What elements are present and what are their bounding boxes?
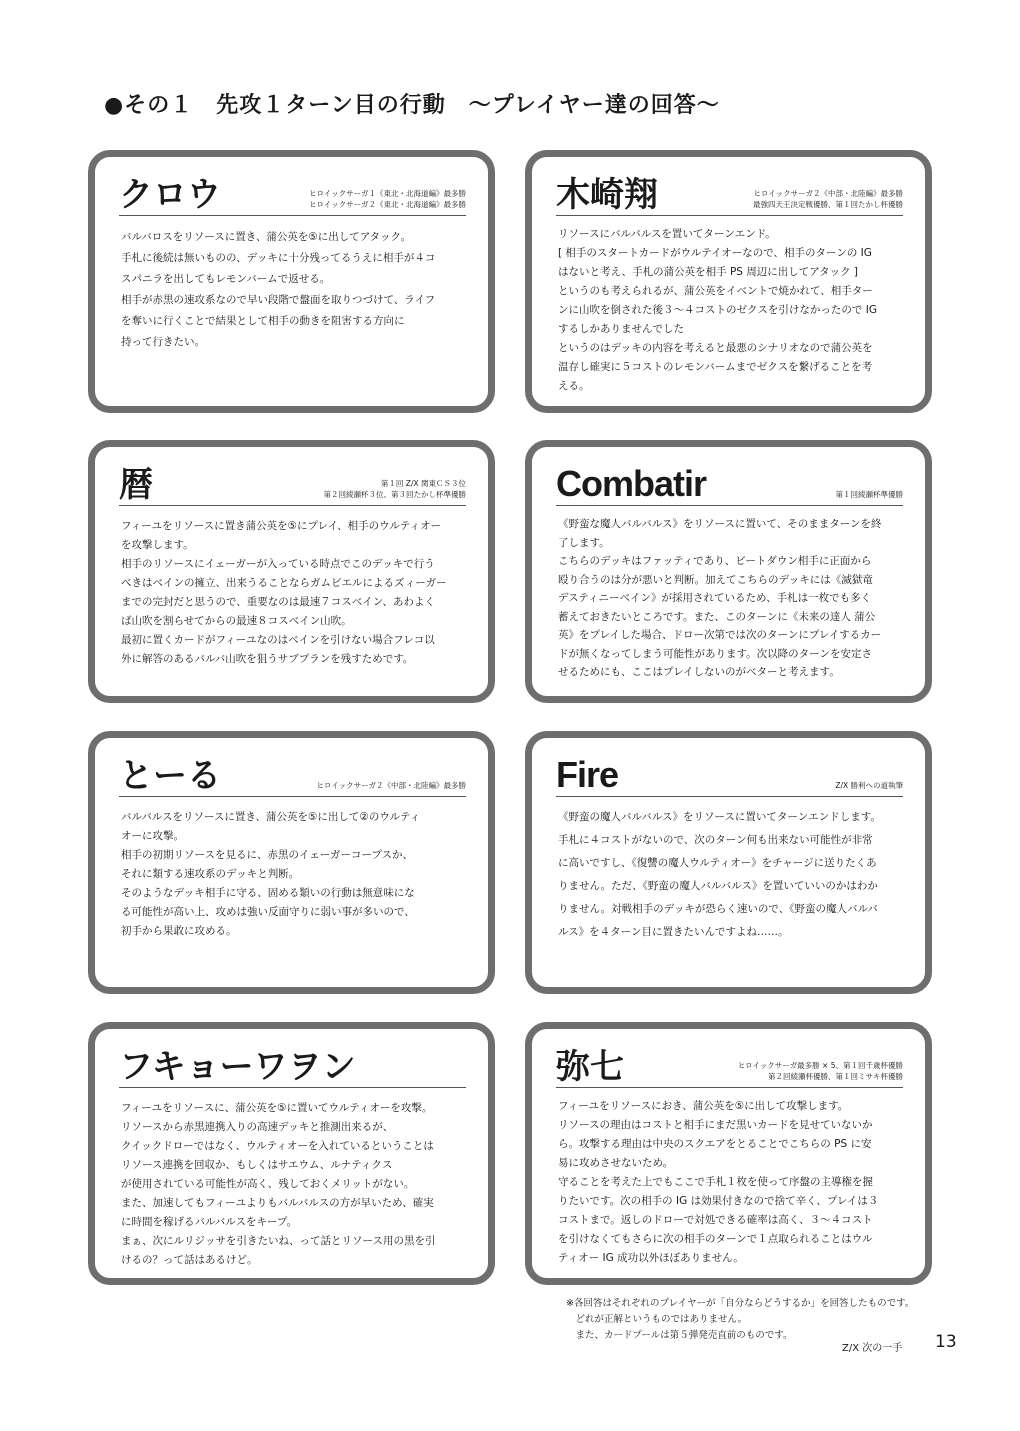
player-card xyxy=(525,731,932,994)
achievement-line: 第２回綾瀬杯優勝、第１回ミサキ杯優勝 xyxy=(768,1072,903,1081)
answer-line: 蓄えておきたいところです。また、このターンに《未来の達人 蒲公 xyxy=(558,610,876,623)
player-name: Combatir xyxy=(556,463,707,504)
answer-line: というのも考えられるが、蒲公英をイベントで焼かれて、相手ター xyxy=(558,285,873,297)
card-header xyxy=(556,1039,903,1088)
answer-line: バルバロスをリソースに置き、蒲公英を⑤に出してアタック。 xyxy=(121,231,412,243)
answer-line: が使用されている可能性が高く、残しておくメリットがない。 xyxy=(121,1178,415,1190)
achievements xyxy=(317,780,466,791)
answer-line: ら。攻撃する理由は中央のスクエアをとることでこちらの PS に安 xyxy=(558,1138,872,1150)
card-header xyxy=(119,457,466,506)
answer-line: スパニラを出してもレモンバームで返せる。 xyxy=(121,273,331,285)
answer-line: に時間を稼げるバルバルスをキープ。 xyxy=(121,1216,298,1228)
achievement-line: 第２回綾瀬杯３位、第３回たかし杯準優勝 xyxy=(323,490,466,499)
answer-line: クイックドローではなく、ウルティオーを入れているということは xyxy=(121,1140,434,1152)
answer-line: せるためにも、ここはプレイしないのがベターと考えます。 xyxy=(558,666,840,678)
player-name: Fire xyxy=(556,754,619,795)
achievement-line: 第１回綾瀬杯準優勝 xyxy=(835,490,903,499)
footnote-line: また、カードプールは第５弾発売直前のものです。 xyxy=(566,1330,793,1341)
answer-line: 英》をプレイした場合、ドロー次第では次のターンにプレイするカー xyxy=(558,629,882,641)
answer-line: はないと考え、手札の蒲公英を相手 PS 周辺に出してアタック ] xyxy=(558,266,858,278)
answer-text xyxy=(558,806,905,944)
answer-line: そのようなデッキ相手に守る、固める類いの行動は無意味にな xyxy=(121,887,415,899)
player-card xyxy=(88,731,495,994)
answer-text xyxy=(558,225,905,396)
achievement-line: ヒロイックサーガ最多勝 × 5、第１回千歳杯優勝 xyxy=(737,1061,903,1070)
card-header xyxy=(119,1039,466,1088)
answer-text xyxy=(121,227,468,353)
answer-line: 了します。 xyxy=(558,536,610,549)
card-header xyxy=(556,748,903,797)
answer-line: 手札に後続は無いものの、デッキに十分残ってるうえに相手が４コ xyxy=(121,252,436,264)
answer-line: コストまで。返しのドローで対処できる確率は高く、３～４コスト xyxy=(558,1214,873,1226)
answer-line: りません。ただ、《野蛮の魔人バルバルス》を置いていいのかはわか xyxy=(558,880,878,892)
achievements xyxy=(738,1060,903,1082)
player-card xyxy=(525,440,932,703)
answer-line: オーに攻撃。 xyxy=(121,830,184,842)
answer-line: また、加速してもフィーユよりもバルバルスの方が早いため、確実 xyxy=(121,1197,434,1209)
achievements xyxy=(324,478,467,500)
answer-line: けるの？って話はあるけど。 xyxy=(121,1254,258,1266)
answer-line: 最初に置くカードがフィーユなのはベインを引けない場合フレコ以 xyxy=(121,634,435,646)
answer-line: リソースから赤黒連携入りの高速デッキと推測出来るが、 xyxy=(121,1121,394,1133)
card-header xyxy=(556,457,903,506)
answer-line: 《野蛮の魔人バルバルス》をリソースに置いてターンエンドします。 xyxy=(558,811,881,823)
answer-line: 相手のリソースにイェーガーが入っている時点でこのデッキで行う xyxy=(121,558,435,570)
answer-text xyxy=(121,808,468,941)
footer-label: Z/X 次の一手 xyxy=(842,1343,903,1354)
page-number: 13 xyxy=(935,1332,957,1352)
player-name: 木崎翔 xyxy=(556,175,658,215)
achievement-line: 第１回 Z/X 関東ＣＳ３位 xyxy=(380,479,466,488)
answer-line: 守ることを考えた上でもここで手札１枚を使って序盤の主導権を握 xyxy=(558,1176,873,1188)
answer-line: 持って行きたい。 xyxy=(121,336,205,348)
answer-text xyxy=(121,517,468,669)
answer-line: こちらのデッキはファッティであり、ビートダウン相手に正面から xyxy=(558,555,872,567)
footnote-line: ※各回答はそれぞれのプレイヤーが「自分ならどうするか」を回答したものです。 xyxy=(566,1298,915,1309)
answer-text xyxy=(558,1097,905,1268)
answer-line: ルス》を４ターン目に置きたいんですよね……。 xyxy=(558,926,789,938)
card-header xyxy=(119,167,466,216)
achievement-line: ヒロイックサーガ１《東北・北海道編》最多勝 xyxy=(309,189,466,198)
answer-line: 相手が赤黒の速攻系なので早い段階で盤面を取りつづけて、ライフ xyxy=(121,294,436,306)
card-header xyxy=(119,748,466,797)
card-header xyxy=(556,167,903,216)
player-card xyxy=(525,150,932,413)
answer-line: デスティニーベイン》が採用されているため、手札は一枚でも多く xyxy=(558,592,872,604)
answer-line: フィーユをリソースに、蒲公英を⑤に置いてウルティオーを攻撃。 xyxy=(121,1102,433,1114)
answer-line: 手札に４コストがないので、次のターン何も出来ない可能性が非常 xyxy=(558,834,873,846)
answer-line: 外に解答のあるバルバ山吹を狙うサブプランを残すためです。 xyxy=(121,653,414,665)
answer-line: りません。対戦相手のデッキが恐らく速いので、《野蛮の魔人バルバ xyxy=(558,903,878,915)
answer-line: 温存し確実に５コストのレモンバームまでゼクスを繋げることを考 xyxy=(558,361,873,373)
answer-line: る可能性が高い上、攻めは強い反面守りに弱い事が多いので、 xyxy=(121,906,415,918)
answer-text xyxy=(558,515,905,682)
answer-line: するしかありませんでした xyxy=(558,323,684,335)
answer-line: ンに山吹を倒された後３～４コストのゼクスを引けなかったので IG xyxy=(558,304,877,316)
footnote-line: どれが正解というものではありません。 xyxy=(566,1314,748,1325)
achievement-line: ヒロイックサーガ２《中部・北陸編》最多勝 xyxy=(316,781,466,790)
answer-line: フィーユをリソースに置き蒲公英を⑤にプレイ、相手のウルティオー xyxy=(121,520,442,532)
achievement-line: ヒロイックサーガ２《中部・北陸編》最多勝 xyxy=(753,189,903,198)
page-heading: ●その１ 先攻１ターン目の行動 ～プレイヤー達の回答～ xyxy=(104,93,720,118)
achievement-line: Z/X 勝利への道執筆 xyxy=(835,781,903,790)
answer-line: フィーユをリソースにおき、蒲公英を⑤に出して攻撃します。 xyxy=(558,1100,849,1112)
answer-line: ば山吹を割らせてからの最速８コスベイン山吹。 xyxy=(121,615,352,627)
answer-line: ドが無くなってしまう可能性があります。次以降のターンを安定さ xyxy=(558,647,872,660)
answer-line: 《野蛮な魔人バルバルス》をリソースに置いて、そのままターンを終 xyxy=(558,518,882,530)
answer-line: というのはデッキの内容を考えると最悪のシナリオなので蒲公英を xyxy=(558,342,873,354)
achievements xyxy=(753,188,903,210)
player-name: とーる xyxy=(119,756,221,796)
player-card xyxy=(88,1022,495,1285)
achievements xyxy=(309,188,466,210)
achievements xyxy=(835,780,903,791)
achievement-line: ヒロイックサーガ２《東北・北海道編》最多勝 xyxy=(309,200,466,209)
answer-line: える。 xyxy=(558,380,590,392)
answer-line: を引けなくてもさらに次の相手のターンで１点取られることはウル xyxy=(558,1233,873,1245)
answer-line: リソースの理由はコストと相手にまだ黒いカードを見せていないか xyxy=(558,1119,873,1131)
player-name: クロウ xyxy=(119,175,221,215)
answer-line: [ 相手のスタートカードがウルテイオーなので、相手のターンの IG xyxy=(558,247,872,259)
answer-line: 初手から果敢に攻める。 xyxy=(121,925,237,937)
answer-line: に高いですし、《復讐の魔人ウルティオー》をチャージに送りたくあ xyxy=(558,857,877,869)
answer-text xyxy=(121,1099,468,1270)
answer-line: を攻撃します。 xyxy=(121,539,194,551)
answer-line: それに類する速攻系のデッキと判断。 xyxy=(121,868,300,880)
player-card xyxy=(88,440,495,703)
answer-line: ティオー IG 成功以外ほぼありません。 xyxy=(558,1252,744,1264)
player-name: 弥七 xyxy=(556,1047,624,1087)
answer-line: まぁ、次にルリジッサを引きたいね、って話とリソース用の黒を引 xyxy=(121,1235,436,1247)
answer-line: 殴り合うのは分が悪いと判断。加えてこちらのデッキには《滅獄竜 xyxy=(558,573,873,586)
answer-line: 易に攻めさせないため。 xyxy=(558,1157,674,1169)
footnotes xyxy=(566,1296,914,1344)
answer-line: までの完封だと思うので、重要なのは最速７コスベイン、あわよく xyxy=(121,596,435,608)
answer-line: リソース連携を回収か、もしくはサエウム、ルナティクス xyxy=(121,1159,393,1171)
player-name: 暦 xyxy=(119,465,153,505)
player-name: フキョーワヲン xyxy=(119,1047,356,1087)
answer-line: 相手の初期リソースを見るに、赤黒のイェーガーコープスか、 xyxy=(121,849,414,861)
answer-line: べきはベインの擁立、出来うることならガムビエルによるズィーガー xyxy=(121,577,447,589)
answer-line: リソースにバルバルスを置いてターンエンド。 xyxy=(558,228,776,240)
player-card xyxy=(525,1022,932,1285)
player-card xyxy=(88,150,495,413)
answer-line: りたいです。次の相手の IG は効果付きなので捨て辛く、プレイは３ xyxy=(558,1195,879,1207)
achievements xyxy=(836,489,904,500)
answer-line: バルバルスをリソースに置き、蒲公英を⑤に出して②のウルティ xyxy=(121,811,421,823)
answer-line: を奪いに行くことで結果として相手の動きを阻害する方向に xyxy=(121,315,405,327)
achievement-line: 最強四天王決定戦優勝、第１回たかし杯優勝 xyxy=(753,200,903,209)
